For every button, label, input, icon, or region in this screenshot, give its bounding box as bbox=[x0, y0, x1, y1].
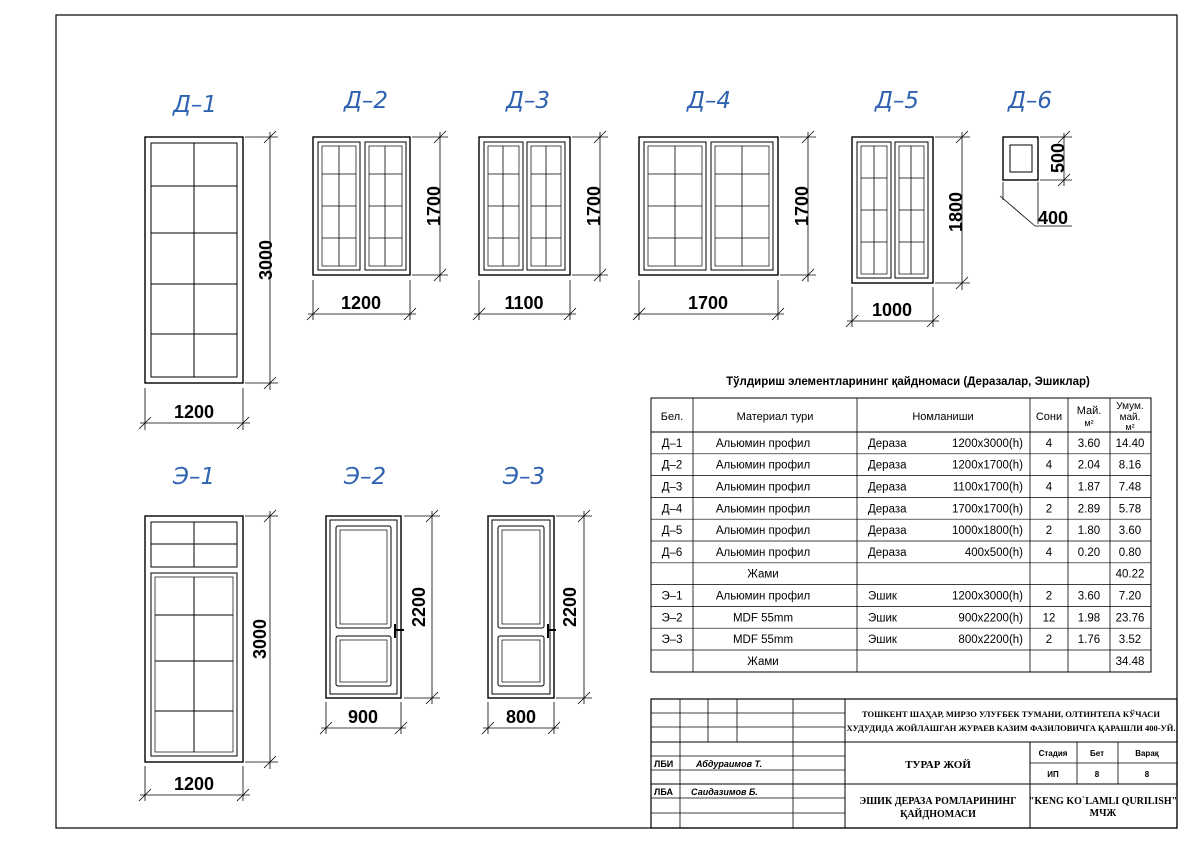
cell-material: Альюмин профил bbox=[715, 590, 811, 603]
schedule-rows bbox=[651, 438, 1151, 668]
cell-type: Дераза bbox=[868, 481, 907, 494]
header-mark: Бел. bbox=[660, 411, 684, 423]
door-e3-width: 800 bbox=[505, 707, 537, 727]
door-e1-mark: Э–1 bbox=[172, 464, 216, 490]
window-d4 bbox=[633, 88, 816, 320]
cell-size: 1200x3000(h) bbox=[952, 590, 1023, 603]
cell-material: Альюмин профил bbox=[715, 481, 811, 494]
cell-area: 0.20 bbox=[1077, 546, 1101, 559]
door-e2-height: 2200 bbox=[409, 586, 429, 628]
schedule-title: Тўлдириш элементларининг қайдномаси (Деразалар, Эшиклар) bbox=[726, 376, 1090, 388]
cell-type: Дераза bbox=[868, 546, 907, 559]
table-row bbox=[651, 606, 1151, 624]
cell-qty: 4 bbox=[1045, 481, 1053, 494]
cell-qty: 4 bbox=[1045, 459, 1053, 472]
window-d1-height: 3000 bbox=[256, 239, 276, 281]
cell-qty: 12 bbox=[1042, 612, 1056, 625]
role1: ЛБИ bbox=[654, 759, 674, 769]
table-row bbox=[651, 519, 1151, 537]
cell-area: 1.76 bbox=[1077, 634, 1101, 647]
cell-mark: Д–5 bbox=[661, 525, 683, 538]
window-d3-mark: Д–3 bbox=[505, 88, 551, 114]
cell-mark: Д–2 bbox=[661, 459, 683, 472]
table-row bbox=[651, 628, 1151, 646]
cell-type: Эшик bbox=[868, 612, 897, 625]
window-d2-width: 1200 bbox=[340, 293, 382, 313]
project-line1: ТОШКЕНТ ШАҲАР, МИРЗО УЛУҒБЕК ТУМАНИ, ОЛТИНТЕПА КЎЧАСИ bbox=[862, 709, 1160, 719]
cell-qty: 2 bbox=[1045, 525, 1053, 538]
window-d6-width: 400 bbox=[1037, 208, 1069, 228]
cell-mark: Э–1 bbox=[661, 590, 683, 603]
door-e2 bbox=[320, 464, 440, 734]
cell-area: 2.04 bbox=[1077, 459, 1101, 472]
window-d3 bbox=[473, 88, 608, 320]
door-e2-mark: Э–2 bbox=[343, 464, 387, 490]
cell-size: 1100x1700(h) bbox=[952, 481, 1023, 494]
door-e2-width: 900 bbox=[347, 707, 379, 727]
cell-qty: 2 bbox=[1045, 590, 1053, 603]
window-d3-width: 1100 bbox=[504, 293, 544, 313]
cell-type: Дераза bbox=[868, 459, 907, 472]
cell-type: Дераза bbox=[868, 525, 907, 538]
sheets-value: 8 bbox=[1144, 770, 1150, 779]
window-d5-width: 1000 bbox=[871, 300, 913, 320]
cell-size: 900x2200(h) bbox=[958, 612, 1023, 625]
window-d5-height: 1800 bbox=[946, 191, 966, 233]
door-e3-mark: Э–3 bbox=[502, 464, 546, 490]
header-total-l1: Умум. bbox=[1116, 401, 1144, 412]
cell-total: 3.52 bbox=[1118, 634, 1142, 647]
cell-total: 34.48 bbox=[1115, 655, 1145, 668]
cell-mark: Д–3 bbox=[661, 481, 683, 494]
cell-type: Эшик bbox=[868, 634, 897, 647]
cell-total: 40.22 bbox=[1115, 568, 1145, 581]
cell-mark: Э–3 bbox=[661, 634, 683, 647]
table-row-total bbox=[651, 563, 1151, 581]
sheet-title-l2: ҚАЙДНОМАСИ bbox=[900, 809, 976, 820]
window-d2 bbox=[307, 88, 448, 320]
cell-qty: 4 bbox=[1045, 437, 1053, 450]
cell-material: Альюмин профил bbox=[715, 503, 811, 516]
cell-material: Альюмин профил bbox=[715, 459, 811, 472]
header-material: Материал тури bbox=[736, 411, 814, 423]
cell-area: 3.60 bbox=[1077, 590, 1101, 603]
cell-total: 23.76 bbox=[1115, 612, 1145, 625]
sheets-label: Варақ bbox=[1135, 749, 1159, 758]
window-d4-width: 1700 bbox=[687, 293, 729, 313]
role2: ЛБА bbox=[654, 787, 673, 797]
cell-total: 0.80 bbox=[1118, 546, 1142, 559]
window-d4-height: 1700 bbox=[792, 185, 812, 227]
cell-area: 1.80 bbox=[1077, 525, 1101, 538]
cell-total: 5.78 bbox=[1118, 503, 1142, 516]
cell-total: 14.40 bbox=[1115, 437, 1145, 450]
cell-type: Эшик bbox=[868, 590, 897, 603]
window-d1 bbox=[139, 92, 278, 430]
table-row bbox=[651, 541, 1151, 559]
header-name: Номланиши bbox=[912, 411, 974, 423]
cell-qty: 4 bbox=[1045, 546, 1053, 559]
door-e3-height: 2200 bbox=[560, 586, 580, 628]
header-total-l2: май. bbox=[1119, 412, 1141, 423]
window-d2-mark: Д–2 bbox=[343, 88, 389, 114]
project-line2: ХУДУДИДА ЖОЙЛАШГАН ЖУРАЕВ КАЗИМ ФАЗИЛОВИЧГА ҚАРАШЛИ 400-УЙ. bbox=[846, 723, 1176, 733]
cell-material: Альюмин профил bbox=[715, 525, 811, 538]
sheet-title-l1: ЭШИК ДЕРАЗА РОМЛАРИНИНГ bbox=[859, 796, 1017, 807]
object-name: ТУРАР ЖОЙ bbox=[905, 759, 971, 771]
cell-qty: 2 bbox=[1045, 634, 1053, 647]
cell-material: MDF 55mm bbox=[732, 634, 794, 647]
header-qty: Сони bbox=[1035, 411, 1063, 423]
header-area-l2: м² bbox=[1084, 418, 1094, 428]
window-d1-mark: Д–1 bbox=[172, 92, 218, 118]
person2: Саидазимов Б. bbox=[691, 787, 758, 797]
person1: Абдураимов Т. bbox=[696, 759, 763, 769]
cell-area: 1.87 bbox=[1077, 481, 1101, 494]
cell-material: Альюмин профил bbox=[715, 437, 811, 450]
cell-total: 7.48 bbox=[1118, 481, 1142, 494]
door-e3 bbox=[482, 464, 592, 734]
cell-material: Жами bbox=[747, 655, 779, 668]
schedule-table bbox=[651, 376, 1151, 672]
window-d1-width: 1200 bbox=[173, 402, 215, 422]
sheet-label: Бет bbox=[1089, 749, 1105, 758]
stage-label: Стадия bbox=[1038, 749, 1068, 758]
window-d5-mark: Д–5 bbox=[874, 88, 920, 114]
window-d4-mark: Д–4 bbox=[686, 88, 732, 114]
cell-total: 8.16 bbox=[1118, 459, 1142, 472]
cell-area: 2.89 bbox=[1077, 503, 1101, 516]
cell-size: 1200x3000(h) bbox=[952, 437, 1023, 450]
cell-total: 3.60 bbox=[1118, 525, 1142, 538]
header-total-l3: м² bbox=[1125, 422, 1135, 432]
cell-type: Дераза bbox=[868, 503, 907, 516]
window-d2-height: 1700 bbox=[424, 185, 444, 227]
cell-mark: Д–4 bbox=[661, 503, 683, 516]
cell-material: MDF 55mm bbox=[732, 612, 794, 625]
cell-size: 400x500(h) bbox=[964, 546, 1023, 559]
table-row bbox=[662, 438, 1145, 450]
cell-size: 1200x1700(h) bbox=[952, 459, 1023, 472]
title-block bbox=[651, 699, 1177, 828]
window-d5 bbox=[846, 88, 970, 327]
company-l1: "KENG KO`LAMLI QURILISH" bbox=[1028, 796, 1178, 807]
cell-material: Жами bbox=[747, 568, 779, 581]
cell-qty: 2 bbox=[1045, 503, 1053, 516]
cell-mark: Д–6 bbox=[661, 546, 683, 559]
company-l2: МЧЖ bbox=[1089, 808, 1117, 819]
window-d6-mark: Д–6 bbox=[1007, 88, 1053, 114]
cell-type: Дераза bbox=[868, 437, 907, 450]
window-d6-height: 500 bbox=[1048, 142, 1068, 174]
table-row-total bbox=[651, 650, 1151, 668]
window-d6 bbox=[1000, 88, 1072, 228]
door-e1 bbox=[139, 464, 278, 801]
cell-material: Альюмин профил bbox=[715, 546, 811, 559]
cell-mark: Д–1 bbox=[661, 437, 683, 450]
cell-area: 1.98 bbox=[1077, 612, 1101, 625]
cell-size: 800x2200(h) bbox=[958, 634, 1023, 647]
cell-size: 1700x1700(h) bbox=[952, 503, 1023, 516]
door-e1-height: 3000 bbox=[250, 618, 270, 660]
cell-mark: Э–2 bbox=[661, 612, 683, 625]
table-row bbox=[651, 476, 1151, 494]
header-area-l1: Май. bbox=[1076, 405, 1102, 417]
sheet-value: 8 bbox=[1094, 770, 1100, 779]
table-row bbox=[651, 454, 1151, 472]
stage-value: ИП bbox=[1047, 770, 1059, 779]
cell-total: 7.20 bbox=[1118, 590, 1142, 603]
door-e1-width: 1200 bbox=[173, 774, 215, 794]
cell-area: 3.60 bbox=[1077, 437, 1101, 450]
cell-size: 1000x1800(h) bbox=[952, 525, 1023, 538]
table-row bbox=[651, 497, 1151, 515]
table-row bbox=[651, 585, 1151, 603]
window-d3-height: 1700 bbox=[584, 185, 604, 227]
